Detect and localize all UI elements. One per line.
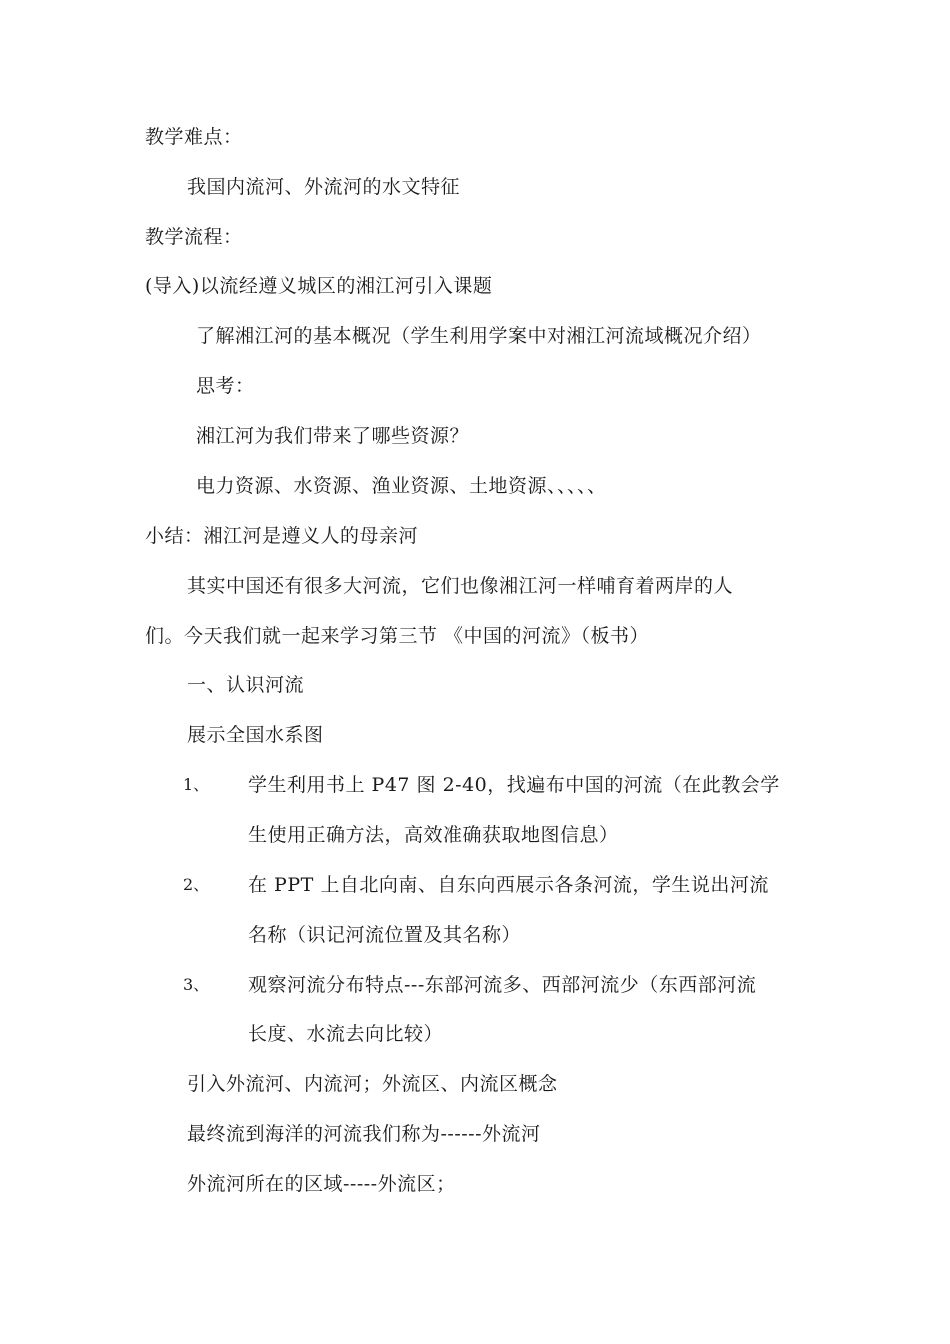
intro-sub-think: 思考： [196,375,255,397]
list-item-number: 1、 [183,775,210,794]
concept-outflow-river: 最终流到海洋的河流我们称为------外流河 [187,1123,541,1145]
heading-process: 教学流程： [145,226,243,248]
paragraph-line-1: 其实中国还有很多大河流，它们也像湘江河一样哺育着两岸的人 [187,575,734,597]
list-item-text: 学生利用书上 P47 图 2-40，找遍布中国的河流（在此教会学 [248,774,780,796]
intro-sub-answer: 电力资源、水资源、渔业资源、土地资源、、、、、 [196,475,607,497]
paragraph-line-2: 们。今天我们就一起来学习第三节 《中国的河流》（板书） [145,625,650,647]
list-item-number: 2、 [183,875,210,894]
intro-sub-question: 湘江河为我们带来了哪些资源？ [196,425,470,447]
concept-outflow-region: 外流河所在的区域-----外流区； [187,1173,456,1195]
show-map-line: 展示全国水系图 [187,724,324,746]
summary-line: 小结：湘江河是遵义人的母亲河 [145,525,419,547]
list-item-text: 在 PPT 上自北向南、自东向西展示各条河流，学生说出河流 [248,874,769,896]
list-item-text-continued: 长度、水流去向比较） [248,1023,444,1045]
difficulty-text: 我国内流河、外流河的水文特征 [187,176,461,198]
list-item-text-continued: 生使用正确方法，高效准确获取地图信息） [248,824,619,846]
section-title: 一、认识河流 [187,674,305,696]
heading-difficulty: 教学难点： [145,126,243,148]
intro-line: (导入)以流经遵义城区的湘江河引入课题 [145,275,493,297]
list-item-text-continued: 名称（识记河流位置及其名称） [248,924,522,946]
list-item-number: 3、 [183,975,210,994]
list-item-text: 观察河流分布特点---东部河流多、西部河流少（东西部河流 [248,974,757,996]
intro-sub-overview: 了解湘江河的基本概况（学生利用学案中对湘江河流域概况介绍） [196,325,762,347]
concept-intro: 引入外流河、内流河；外流区、内流区概念 [187,1073,558,1095]
